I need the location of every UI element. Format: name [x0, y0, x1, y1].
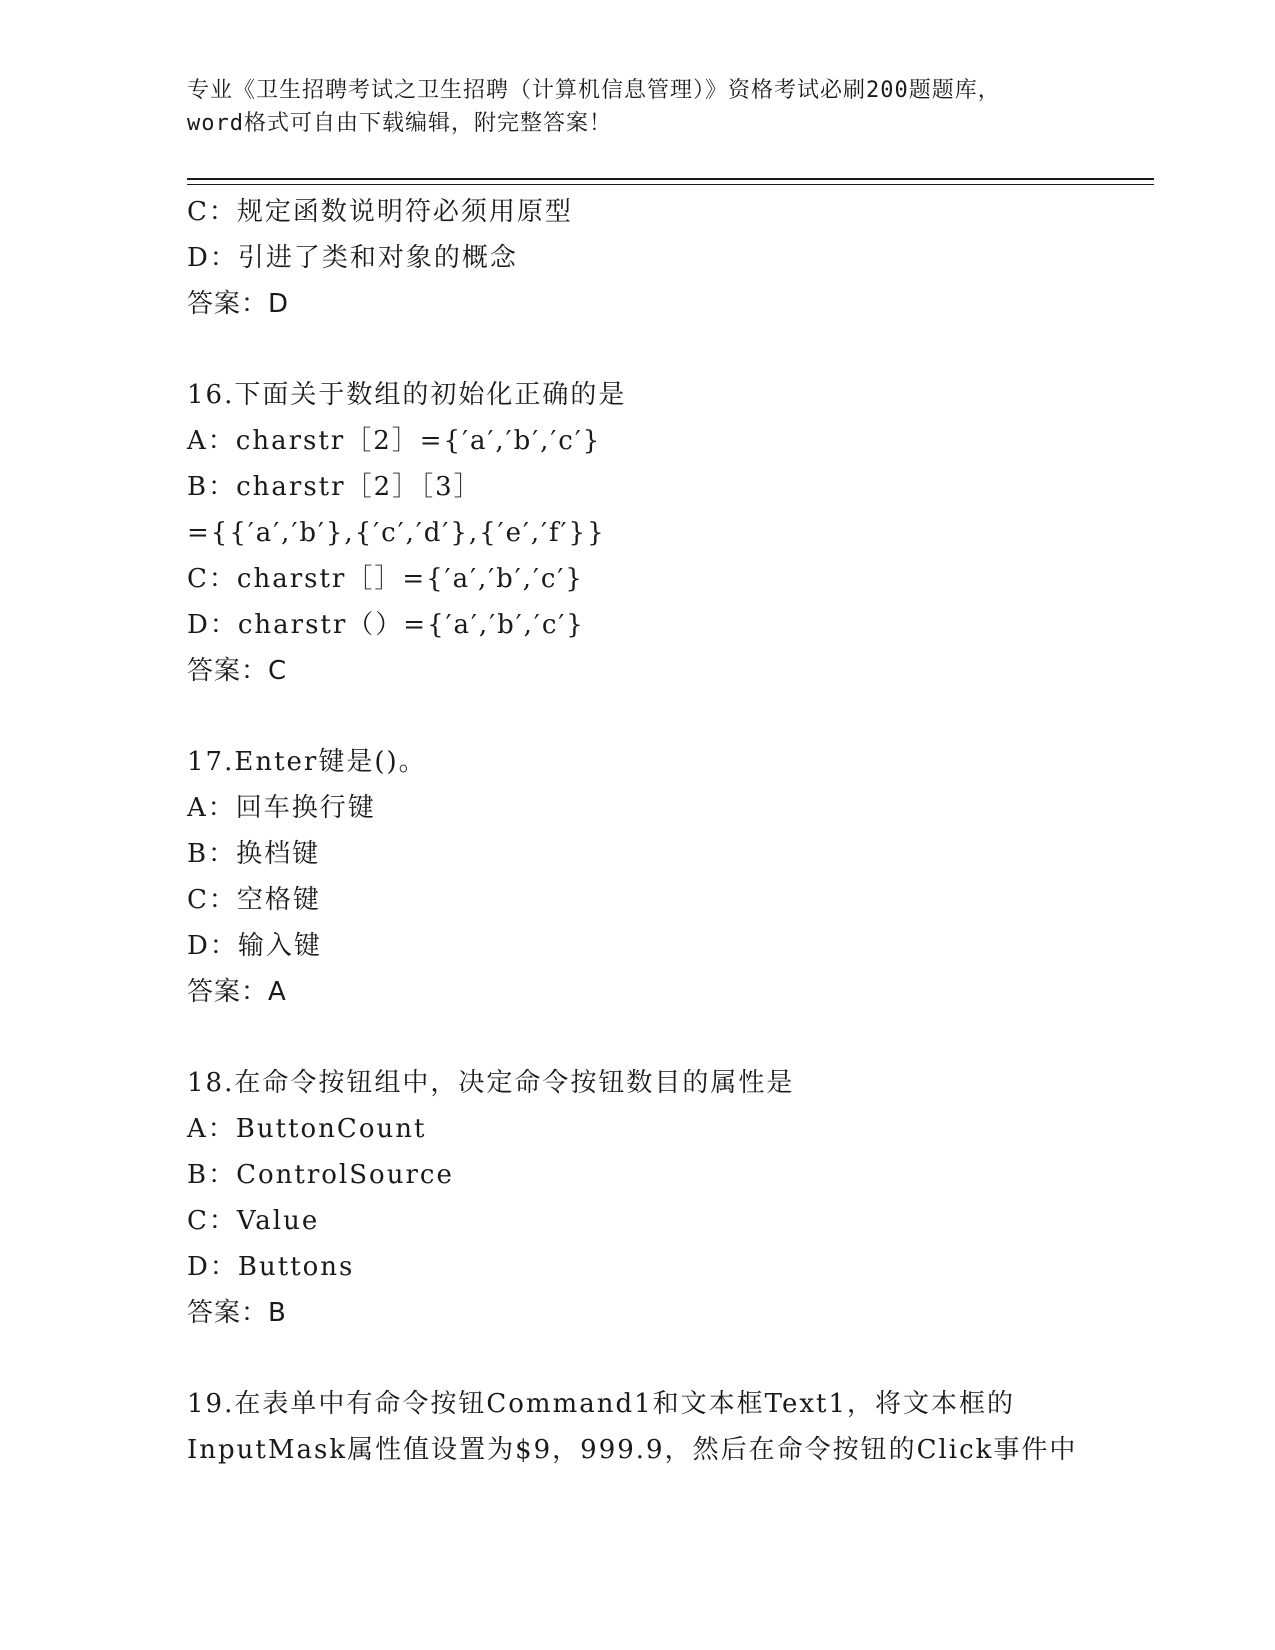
header-divider-thin: [187, 184, 1154, 185]
option-d: D：输入键: [187, 931, 322, 961]
spacer: [187, 1015, 1147, 1060]
spacer: [187, 694, 1147, 739]
spacer: [187, 327, 1147, 372]
page-header: [187, 74, 1087, 140]
option-b: B：ControlSource: [187, 1160, 454, 1190]
header-line-1: 专业《卫生招聘考试之卫生招聘（计算机信息管理）》资格考试必刷200题题库，: [187, 78, 1001, 103]
option-c: C：Value: [187, 1206, 320, 1236]
header-divider-thick: [187, 178, 1154, 180]
option-d: D：Buttons: [187, 1252, 355, 1282]
option-b: B：charstr［2］［3］: [187, 472, 482, 502]
option-c: C：charstr［］={′a′,′b′,′c′}: [187, 564, 584, 594]
option-a: A：charstr［2］={′a′,′b′,′c′}: [187, 426, 602, 456]
question-text: 16.下面关于数组的初始化正确的是: [187, 380, 627, 410]
option-d: D：charstr（）={′a′,′b′,′c′}: [187, 610, 585, 640]
question-18-block: [187, 1060, 1147, 1336]
question-text: 19.在表单中有命令按钮Command1和文本框Text1，将文本框的: [187, 1389, 1015, 1419]
spacer: [187, 1336, 1147, 1381]
option-c: C：规定函数说明符必须用原型: [187, 197, 573, 227]
option-a: A：ButtonCount: [187, 1114, 427, 1144]
header-line-2: word格式可自由下载编辑，附完整答案！: [187, 111, 612, 136]
question-text-continued: InputMask属性值设置为$9，999.9，然后在命令按钮的Click事件中: [187, 1435, 1078, 1465]
question-text: 18.在命令按钮组中，决定命令按钮数目的属性是: [187, 1068, 795, 1098]
question-19-block: [187, 1381, 1147, 1473]
question-17-block: [187, 739, 1147, 1015]
option-d: D：引进了类和对象的概念: [187, 243, 518, 273]
answer: 答案：D: [187, 289, 290, 319]
option-a: A：回车换行键: [187, 793, 376, 823]
answer: 答案：C: [187, 656, 288, 686]
answer: 答案：A: [187, 977, 287, 1007]
question-16-block: [187, 372, 1147, 694]
option-c: C：空格键: [187, 885, 321, 915]
answer: 答案：B: [187, 1298, 287, 1328]
question-15-block: [187, 189, 1147, 327]
option-b: B：换档键: [187, 839, 321, 869]
question-content: [187, 189, 1147, 1473]
option-b-continued: ={{′a′,′b′},{′c′,′d′},{′e′,′f′}}: [187, 518, 606, 548]
question-text: 17.Enter键是()。: [187, 747, 427, 777]
